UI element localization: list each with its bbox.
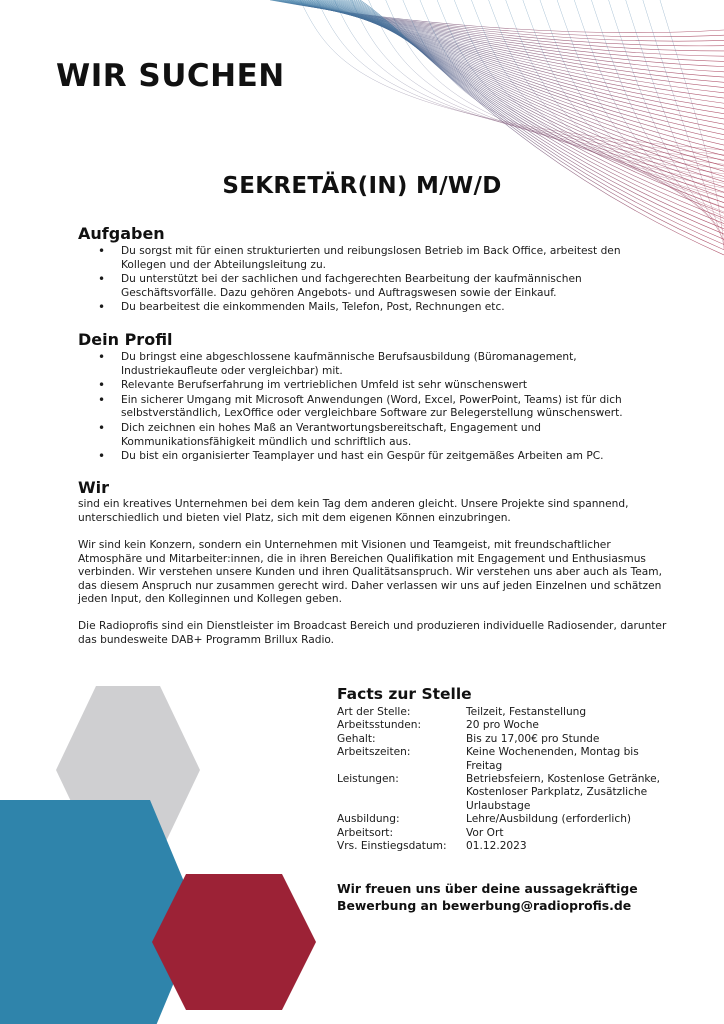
headline: WIR SUCHEN xyxy=(56,58,285,94)
wave-line xyxy=(609,0,724,236)
wave-line xyxy=(643,0,724,245)
fact-row xyxy=(337,773,667,813)
fact-value: Keine Wochenenden, Montag bis Freitag xyxy=(466,746,639,772)
wave-line xyxy=(351,0,724,164)
wave-line xyxy=(386,0,724,174)
fact-row xyxy=(337,719,667,732)
wave-line xyxy=(317,0,724,155)
fact-value: Bis zu 17,00€ pro Stunde xyxy=(466,732,600,745)
wave-line xyxy=(437,0,724,188)
aufgaben-item: • Du bearbeitest die einkommenden Mails, Telefon, Post, Rechnungen etc. xyxy=(98,301,658,315)
fact-row xyxy=(337,813,667,826)
wave-line xyxy=(403,0,724,179)
fact-value: Betriebsfeiern, Kostenlose Getränke, Kostenloser Parkplatz, Zusätzliche Urlaubstage xyxy=(466,773,661,812)
profil-item: • Du bist ein organisierter Teamplayer und hast ein Gespür für zeitgemäßes Arbeiten am PC. xyxy=(98,450,658,464)
wave-line xyxy=(334,0,724,160)
wave-line xyxy=(300,0,724,150)
cta-line: Bewerbung an bewerbung@radioprofis.de xyxy=(337,898,632,913)
fact-row xyxy=(337,827,667,840)
job-title: SEKRETÄR(IN) M/W/D xyxy=(222,173,502,199)
profil-list xyxy=(98,351,658,465)
wave-line xyxy=(293,0,724,88)
fact-value: 20 pro Woche xyxy=(466,719,539,732)
wave-line xyxy=(660,0,724,250)
cta-line: Wir freuen uns über deine aussagekräftige xyxy=(337,881,638,896)
wave-line xyxy=(420,0,724,183)
fact-row xyxy=(337,746,667,773)
wave-line xyxy=(316,0,724,145)
wave-line xyxy=(360,0,724,255)
wave-line xyxy=(354,0,724,239)
fact-label: Arbeitsstunden: xyxy=(337,719,422,732)
fact-value: Teilzeit, Festanstellung xyxy=(466,706,587,718)
wave-line xyxy=(327,0,724,171)
wave-line xyxy=(308,0,724,124)
wave-line xyxy=(333,0,724,187)
wave-line xyxy=(287,0,724,72)
wave-line xyxy=(329,0,724,177)
facts-title: Facts zur Stelle xyxy=(337,685,472,703)
fact-value: Vor Ort xyxy=(466,826,504,839)
wave-line xyxy=(331,0,724,182)
wave-line xyxy=(291,0,724,82)
aufgaben-item: • Du unterstützt bei der sachlichen und fachgerechten Bearbeitung der kaufmännischen Geschäftsvorfälle. Dazu gehören Angebots- und Auftragswesen sowie der Einkauf. xyxy=(98,273,658,300)
wir-paragraph: Wir sind kein Konzern, sondern ein Unternehmen mit Visionen und Teamgeist, mit freundschaftlicher Atmosphäre und Mitarbeiter:innen, die in ihren Bereichen Qualifikation mit Engagement und Enthusiasmus verbinden. Wir verstehen unsere Kunden und ihren Qualitätsanspruch. Wir verstehen uns aber auch als Team, das diesem Anspruch nur zusammen gerecht wird. Daher verlassen wir uns auf jeden Einzelnen und schätzen jeden Input, den Kolleginnen und Kollegen geben. xyxy=(78,539,662,606)
wave-line xyxy=(280,0,724,56)
fact-value: 01.12.2023 xyxy=(466,840,527,853)
decorative-hexagons xyxy=(0,680,330,1024)
fact-label: Arbeitszeiten: xyxy=(337,746,411,759)
fact-label: Ausbildung: xyxy=(337,813,400,826)
wave-line xyxy=(303,0,724,114)
wir-paragraph: sind ein kreatives Unternehmen bei dem kein Tag dem anderen gleicht. Unsere Projekte sind spannend, unterschiedlich und bieten viel Platz, sich mit dem eigenen Können einzubringen. xyxy=(78,498,629,524)
wave-line xyxy=(335,0,724,192)
wave-line xyxy=(320,0,724,156)
section-heading-profil: Dein Profil xyxy=(78,330,173,349)
fact-row xyxy=(337,706,667,719)
wave-line xyxy=(272,0,724,37)
wave-line xyxy=(299,0,724,103)
wave-line xyxy=(322,0,724,161)
aufgaben-list xyxy=(98,245,658,316)
facts-table xyxy=(337,706,667,853)
wave-line xyxy=(278,0,724,51)
wave-line xyxy=(301,0,724,108)
fact-label: Art der Stelle: xyxy=(337,706,411,718)
wave-line xyxy=(283,0,724,61)
wave-line xyxy=(306,0,724,119)
section-heading-aufgaben: Aufgaben xyxy=(78,224,165,243)
wave-line xyxy=(289,0,724,77)
fact-label: Arbeitsort: xyxy=(337,826,394,839)
wave-line xyxy=(276,0,724,46)
wave-line xyxy=(274,0,724,41)
wave-line xyxy=(318,0,724,150)
wave-line xyxy=(337,0,724,197)
wave-line xyxy=(358,0,724,250)
profil-item: • Ein sicherer Umgang mit Microsoft Anwendungen (Word, Excel, PowerPoint, Teams) ist für dich selbstverständlich, LexOffice oder vergleichbare Software zur Belegerstellung wünschenswert. xyxy=(98,394,658,421)
wave-line xyxy=(285,0,724,67)
application-call-to-action xyxy=(337,880,677,914)
fact-label: Leistungen: xyxy=(337,773,399,786)
wave-line xyxy=(297,0,724,98)
wir-paragraph: Die Radioprofis sind ein Dienstleister im Broadcast Bereich und produzieren individuelle Radiosender, darunter das bundesweite DAB+ Programm Brillux Radio. xyxy=(78,620,667,646)
profil-item: • Du bringst eine abgeschlossene kaufmännische Berufsausbildung (Büromanagement, Industriekaufleute oder vergleichbar) mit. xyxy=(98,351,658,378)
wave-line xyxy=(312,0,724,135)
profil-item: • Dich zeichnen ein hohes Maß an Verantwortungsbereitschaft, Engagement und Kommunikationsfähigkeit mündlich und schriftlich aus. xyxy=(98,422,658,449)
aufgaben-item: • Du sorgst mit für einen strukturierten und reibungslosen Betrieb im Back Office, arbeitest den Kollegen und der Abteilungsleitung zu. xyxy=(98,245,658,272)
fact-label: Vrs. Einstiegsdatum: xyxy=(337,840,447,853)
fact-row xyxy=(337,733,667,746)
section-heading-wir: Wir xyxy=(78,478,110,497)
wave-line xyxy=(314,0,724,140)
wave-line xyxy=(310,0,724,129)
wave-line xyxy=(270,0,724,33)
wave-line xyxy=(454,0,724,193)
wave-line xyxy=(356,0,724,245)
wave-line xyxy=(626,0,724,240)
wave-line xyxy=(369,0,724,169)
wave-line xyxy=(324,0,724,166)
hexagon-red xyxy=(152,874,316,1010)
profil-item: • Relevante Berufserfahrung im vertrieblichen Umfeld ist sehr wünschenswert xyxy=(98,379,658,393)
wave-line xyxy=(295,0,724,93)
fact-value: Lehre/Ausbildung (erforderlich) xyxy=(466,813,632,826)
fact-label: Gehalt: xyxy=(337,732,376,745)
wave-line xyxy=(471,0,724,198)
fact-row xyxy=(337,840,667,853)
